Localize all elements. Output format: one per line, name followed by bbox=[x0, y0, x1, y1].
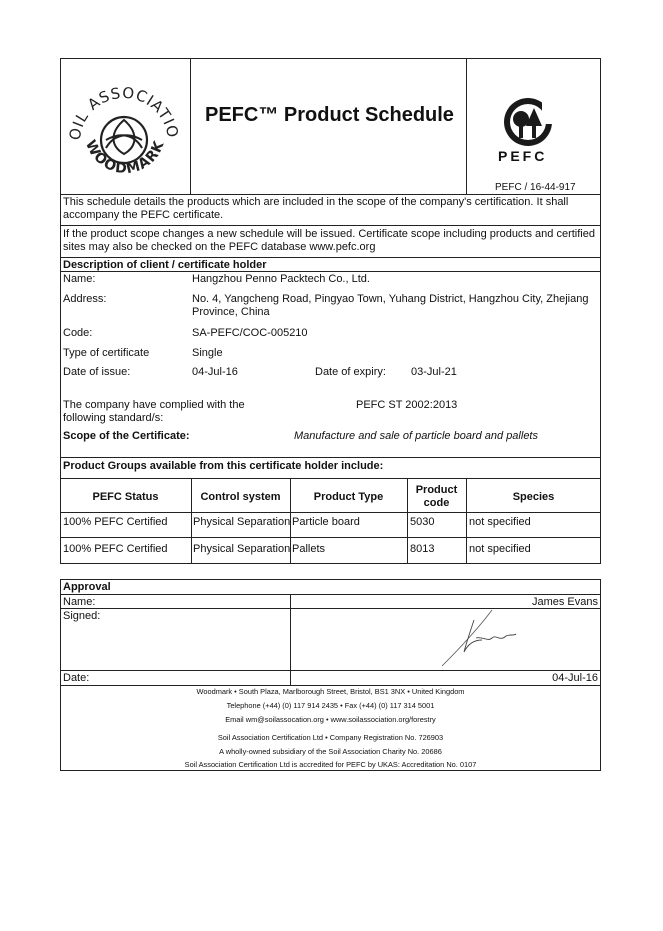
svg-text:SOIL ASSOCIATION: OIL ASSOCIATIO bbox=[65, 83, 183, 142]
approval-divider-4 bbox=[60, 685, 601, 686]
header-row-divider bbox=[60, 512, 601, 513]
table-cell-type: Pallets bbox=[292, 543, 326, 555]
client-section-title: Description of client / certificate holder bbox=[63, 259, 267, 271]
svg-text:WOODMARK: WOODMARK bbox=[81, 137, 168, 178]
approval-col-divider bbox=[290, 594, 291, 685]
intro-divider bbox=[60, 225, 601, 226]
table-cell-status: 100% PEFC Certified bbox=[63, 516, 168, 528]
header-divider-right bbox=[466, 58, 467, 195]
approval-date-value: 04-Jul-16 bbox=[552, 672, 598, 684]
client-title-divider bbox=[60, 271, 601, 272]
code-value: SA-PEFC/COC-005210 bbox=[192, 327, 308, 339]
approval-divider-1 bbox=[60, 594, 601, 595]
intro-paragraph-2: If the product scope changes a new schedule will be issued. Certificate scope including products and certified sites may also be checked on the PEFC database www.pefc.org bbox=[63, 228, 595, 253]
complied-label: The company have complied with the following standard/s: bbox=[63, 399, 245, 424]
address-value: No. 4, Yangcheng Road, Pingyao Town, Yuhang District, Hangzhou City, Zhejiang Province, China bbox=[192, 293, 589, 318]
woodmark-logo bbox=[62, 82, 186, 192]
expiry-label: Date of expiry: bbox=[315, 366, 386, 378]
pefc-logo bbox=[490, 86, 570, 166]
th-control-system: Control system bbox=[200, 491, 281, 503]
issue-label: Date of issue: bbox=[63, 366, 131, 378]
header-divider-left bbox=[190, 58, 191, 195]
footer-phone: Telephone (+44) (0) 117 914 2435 • Fax (+44) (0) 117 314 5001 bbox=[226, 701, 435, 710]
type-value: Single bbox=[192, 347, 223, 359]
th-product-type: Product Type bbox=[313, 491, 384, 503]
address-label: Address: bbox=[63, 293, 107, 305]
pefc-number: PEFC / 16-44-917 bbox=[495, 182, 576, 193]
approval-divider-3 bbox=[60, 670, 601, 671]
approval-name-value: James Evans bbox=[531, 596, 598, 608]
row-divider-1 bbox=[60, 537, 601, 538]
code-label: Code: bbox=[63, 327, 93, 339]
name-value: Hangzhou Penno Packtech Co., Ltd. bbox=[192, 273, 370, 285]
scope-value: Manufacture and sale of particle board and pallets bbox=[294, 430, 538, 442]
page-title: PEFC™ Product Schedule bbox=[205, 104, 454, 126]
table-cell-control: Physical Separation bbox=[193, 516, 291, 528]
table-cell-type: Particle board bbox=[292, 516, 360, 528]
type-label: Type of certificate bbox=[63, 347, 150, 359]
standard-value: PEFC ST 2002:2013 bbox=[356, 399, 458, 411]
col-divider-3 bbox=[407, 478, 408, 564]
name-label: Name: bbox=[63, 273, 96, 285]
approval-signed-label: Signed: bbox=[63, 610, 101, 622]
pefc-logo-text: PEFC bbox=[498, 148, 548, 164]
approval-name-label: Name: bbox=[63, 596, 96, 608]
expiry-value: 03-Jul-21 bbox=[411, 366, 457, 378]
table-cell-code: 5030 bbox=[410, 516, 435, 528]
products-section-title: Product Groups available from this certificate holder include: bbox=[63, 460, 384, 472]
table-cell-status: 100% PEFC Certified bbox=[63, 543, 168, 555]
footer-address: Woodmark • South Plaza, Marlborough Street, Bristol, BS1 3NX • United Kingdom bbox=[196, 687, 465, 696]
th-product-code: Product code bbox=[415, 484, 458, 509]
signature-image bbox=[430, 608, 520, 668]
th-pefc-status: PEFC Status bbox=[92, 491, 159, 503]
footer-subsidiary: A wholly-owned subsidiary of the Soil Association Charity No. 20686 bbox=[219, 747, 442, 756]
footer-accreditation: Soil Association Certification Ltd is accredited for PEFC by UKAS: Accreditation No. 0107 bbox=[184, 760, 477, 769]
table-cell-code: 8013 bbox=[410, 543, 435, 555]
issue-value: 04-Jul-16 bbox=[192, 366, 238, 378]
intro-paragraph-1: This schedule details the products which are included in the scope of the company's certification. It shall accompany the PEFC certificate. bbox=[63, 196, 569, 221]
table-cell-control: Physical Separation bbox=[193, 543, 291, 555]
footer-registration: Soil Association Certification Ltd • Company Registration No. 726903 bbox=[217, 733, 444, 742]
table-cell-species: not specified bbox=[469, 543, 531, 555]
scope-label: Scope of the Certificate: bbox=[63, 430, 190, 442]
approval-date-label: Date: bbox=[63, 672, 90, 684]
th-species: Species bbox=[512, 491, 555, 503]
approval-title: Approval bbox=[63, 581, 111, 593]
footer-email: Email wm@soilassocation.org • www.soilassociation.org/forestry bbox=[225, 715, 436, 724]
table-cell-species: not specified bbox=[469, 516, 531, 528]
